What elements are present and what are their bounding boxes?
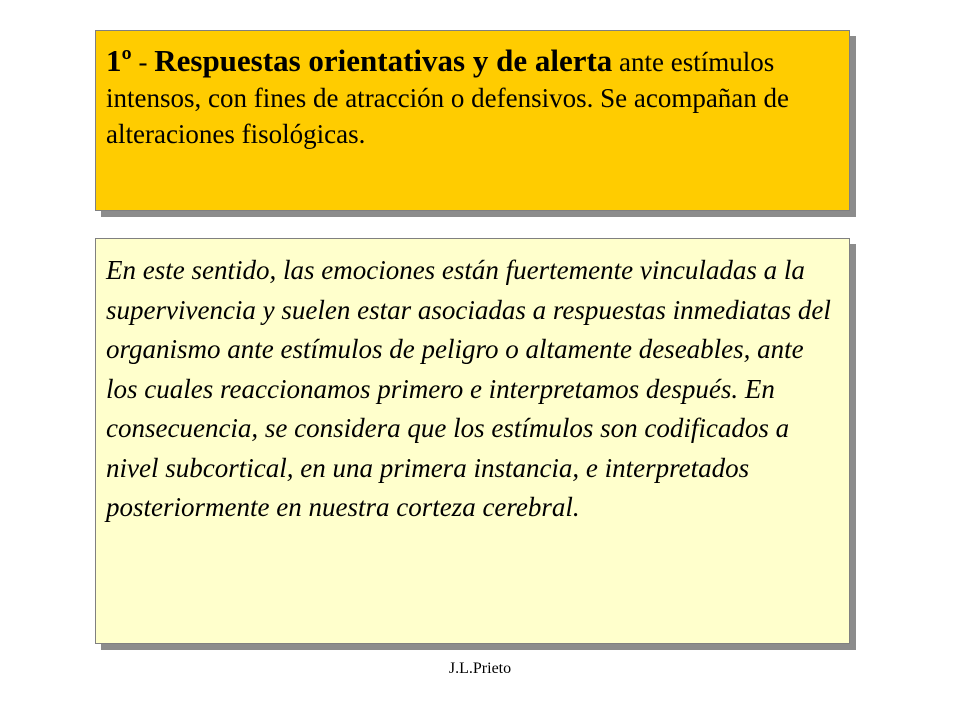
body-text: En este sentido, las emociones están fuertemente vinculadas a la supervivencia y suelen estar asociadas a respuestas inmediatas del organismo ante estímulos de peligro o altamente deseables, ante los cuales reaccionamos primero e interpretamos después. En consecuencia, se considera que los estímulos son codificados a nivel subcortical, en una primera instancia, e interpretados posteriormente en nuestra corteza cerebral. [106, 255, 831, 522]
heading-box [95, 30, 850, 211]
heading-text [106, 43, 839, 152]
footer-author: J.L.Prieto [448, 660, 512, 677]
heading-number: 1º [106, 43, 132, 78]
heading-rest: ante estímulos intensos, con fines de atracción o defensivos. Se acompañan de alteraciones fisológicas. [106, 47, 790, 149]
heading-title: Respuestas orientativas y de alerta [154, 43, 613, 78]
heading-separator: - [131, 47, 155, 77]
body-box [95, 238, 850, 644]
